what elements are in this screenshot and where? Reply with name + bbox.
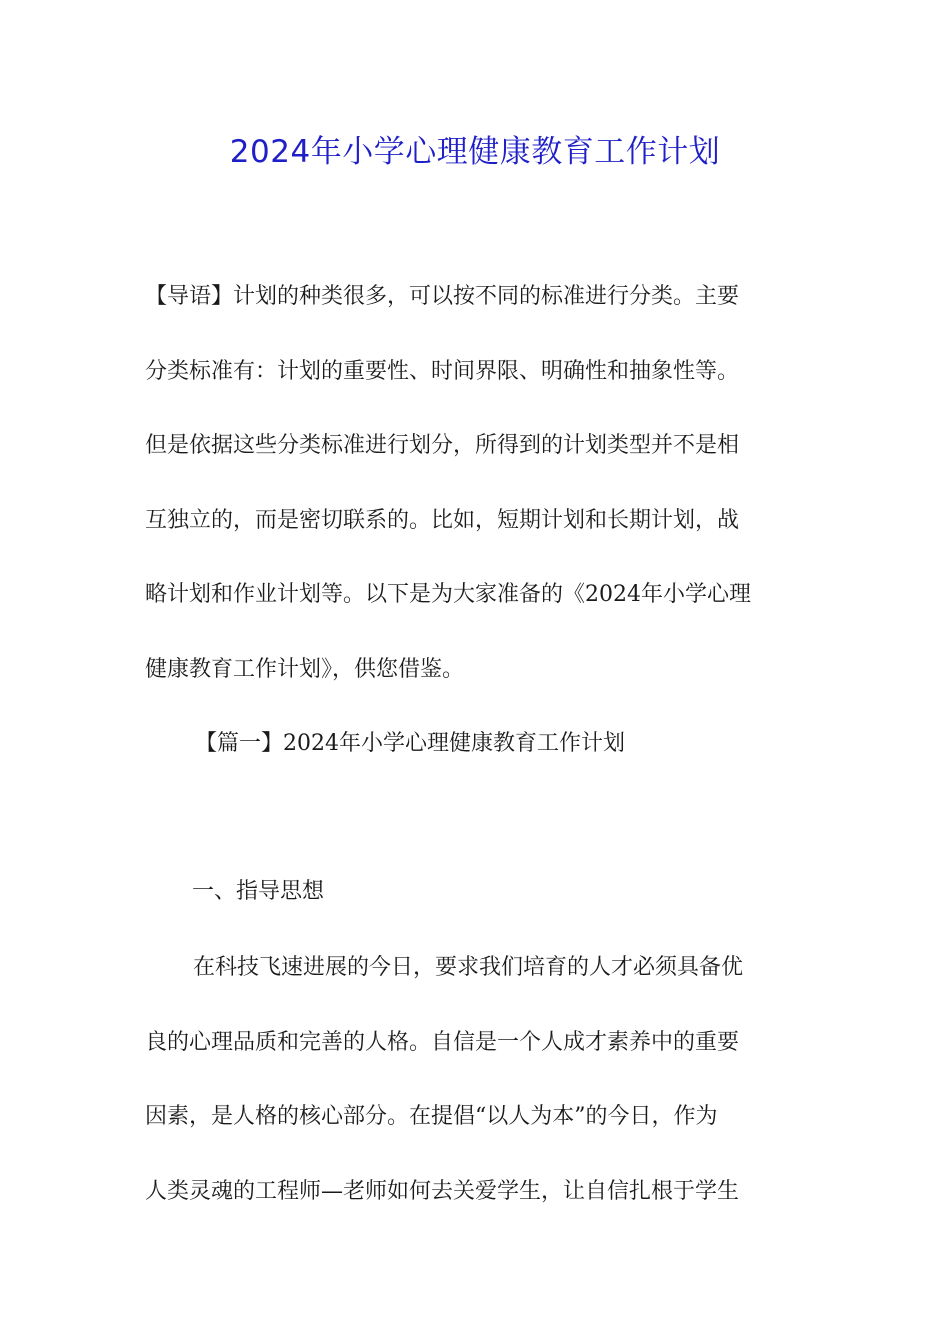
body-line: 在科技飞速进展的今日，要求我们培育的人才必须具备优 [193,955,744,980]
document-title: 2024年小学心理健康教育工作计划 [229,134,721,170]
body-line: 良的心理品质和完善的人格。自信是一个人成才素养中的重要 [145,1029,740,1055]
intro-line: 略计划和作业计划等。以下是为大家准备的《2024年小学心理 [145,582,751,607]
intro-line: 分类标准有：计划的重要性、时间界限、明确性和抽象性等。 [145,358,740,384]
intro-paragraph [145,260,810,707]
section-heading: 【篇一】2024年小学心理健康教育工作计划 [195,731,625,756]
intro-line: 互独立的，而是密切联系的。比如，短期计划和长期计划，战 [145,507,740,533]
body-line: 人类灵魂的工程师—老师如何去关爱学生，让自信扎根于学生 [145,1178,740,1204]
intro-line: 但是依据这些分类标准进行划分，所得到的计划类型并不是相 [145,433,740,458]
subsection-heading: 一、指导思想 [192,879,325,904]
body-paragraph [145,931,810,1229]
body-line: 因素，是人格的核心部分。在提倡“以人为本”的今日，作为 [145,1104,718,1129]
intro-line: 健康教育工作计划》，供您借鉴。 [145,656,465,682]
intro-line: 【导语】计划的种类很多，可以按不同的标准进行分类。主要 [145,284,740,309]
